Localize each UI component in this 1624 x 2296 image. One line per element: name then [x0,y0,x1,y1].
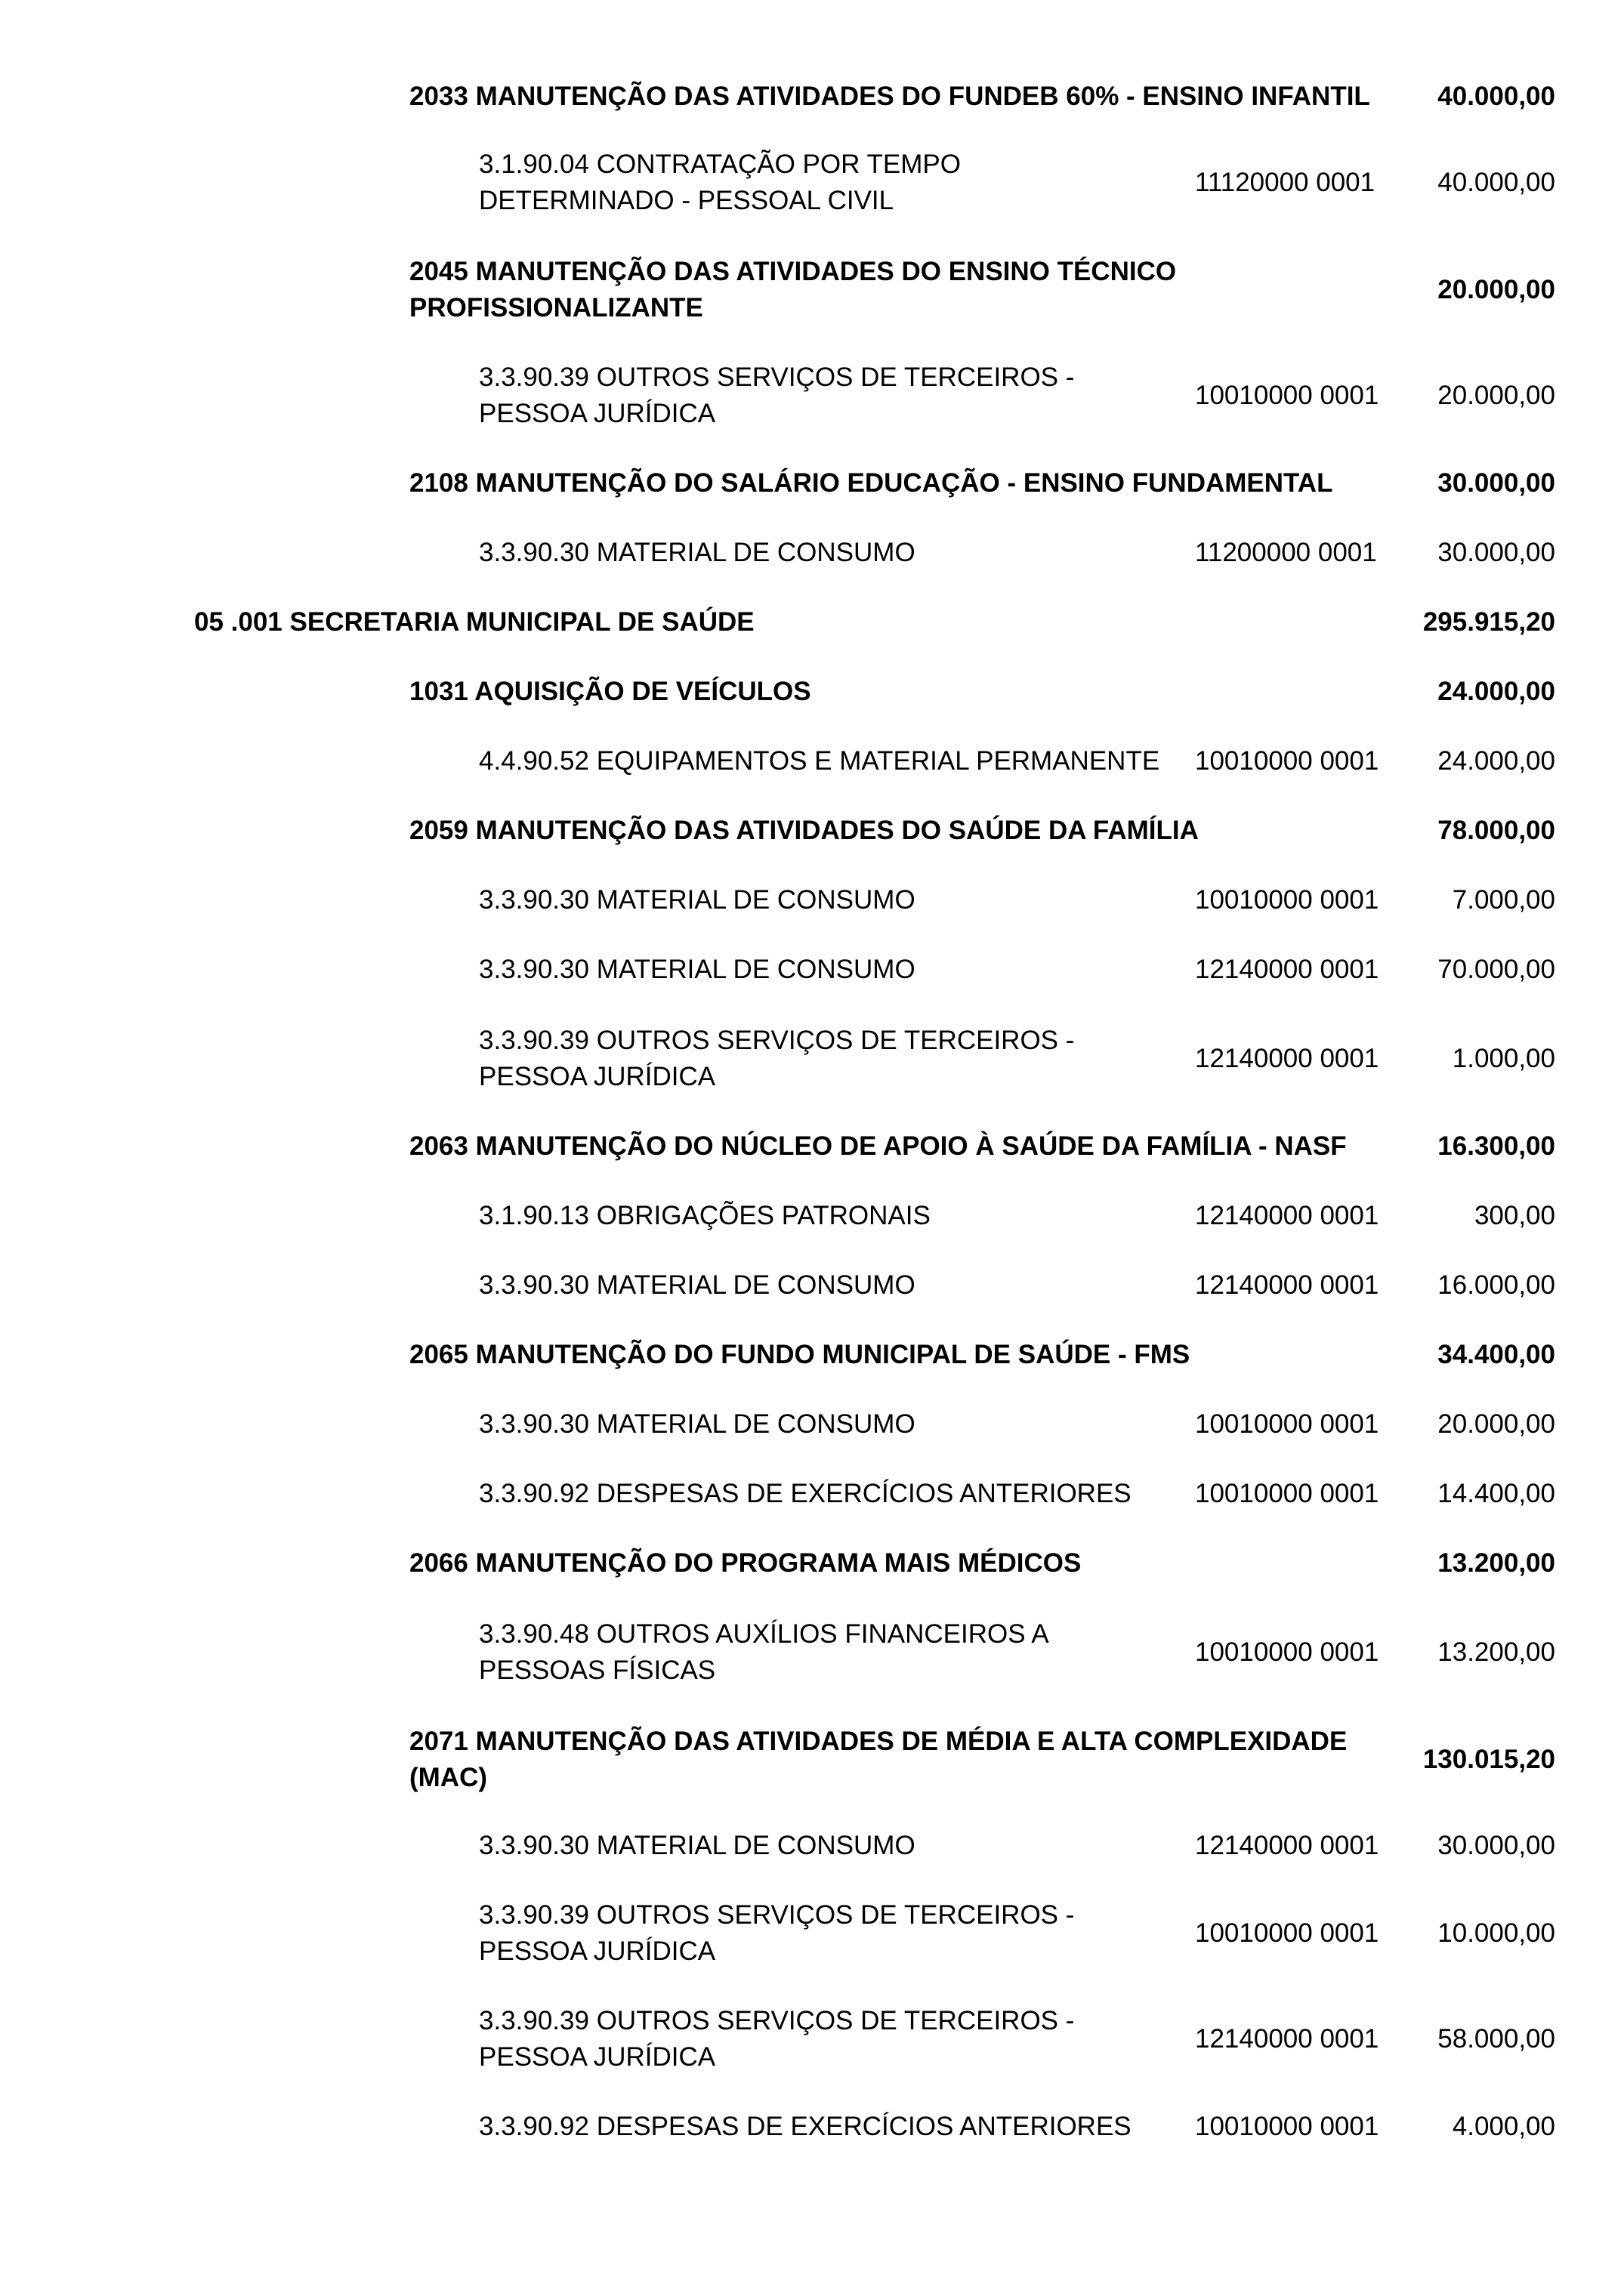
item-source: 12140000 0001 [1195,955,1379,984]
item-value: 58.000,00 [1437,2024,1555,2054]
action-label: 2033 MANUTENÇÃO DAS ATIVIDADES DO FUNDEB 60% - ENSINO INFANTIL [409,82,1370,111]
item-value: 1.000,00 [1452,1044,1555,1073]
action-label: 2059 MANUTENÇÃO DAS ATIVIDADES DO SAÚDE DA FAMÍLIA [409,816,1199,845]
action-label: 1031 AQUISIÇÃO DE VEÍCULOS [409,677,811,706]
item-value: 7.000,00 [1452,885,1555,915]
item-value: 14.400,00 [1437,1479,1555,1508]
item-label: 4.4.90.52 EQUIPAMENTOS E MATERIAL PERMANENTE [479,746,1160,776]
unit-value: 295.915,20 [1422,607,1555,637]
item-label: 3.3.90.39 OUTROS SERVIÇOS DE TERCEIROS - PESSOA JURÍDICA [479,2006,1075,2072]
item-label: 3.3.90.30 MATERIAL DE CONSUMO [479,1409,915,1439]
item-source: 11120000 0001 [1195,168,1375,197]
action-value: 20.000,00 [1437,275,1555,304]
item-source: 10010000 0001 [1195,1637,1379,1667]
action-label: 2063 MANUTENÇÃO DO NÚCLEO DE APOIO À SAÚDE DA FAMÍLIA - NASF [409,1131,1347,1161]
item-value: 20.000,00 [1437,381,1555,410]
item-label: 3.3.90.39 OUTROS SERVIÇOS DE TERCEIROS - PESSOA JURÍDICA [479,1900,1075,1966]
action-value: 13.200,00 [1437,1548,1555,1578]
item-source: 12140000 0001 [1195,1270,1379,1300]
item-value: 40.000,00 [1437,168,1555,197]
item-source: 10010000 0001 [1195,746,1379,776]
item-source: 12140000 0001 [1195,1831,1379,1860]
item-value: 16.000,00 [1437,1270,1555,1300]
item-source: 10010000 0001 [1195,1409,1379,1439]
item-source: 12140000 0001 [1195,1201,1379,1230]
action-label: 2045 MANUTENÇÃO DAS ATIVIDADES DO ENSINO TÉCNICO PROFISSIONALIZANTE [409,257,1177,322]
action-label: 2071 MANUTENÇÃO DAS ATIVIDADES DE MÉDIA E ALTA COMPLEXIDADE (MAC) [409,1727,1348,1792]
item-label: 3.3.90.92 DESPESAS DE EXERCÍCIOS ANTERIORES [479,2112,1132,2141]
item-label: 3.3.90.30 MATERIAL DE CONSUMO [479,1270,915,1300]
item-value: 20.000,00 [1437,1409,1555,1439]
item-label: 3.3.90.92 DESPESAS DE EXERCÍCIOS ANTERIORES [479,1479,1132,1508]
item-value: 300,00 [1474,1201,1555,1230]
item-source: 11200000 0001 [1195,538,1377,567]
item-value: 30.000,00 [1437,1831,1555,1860]
item-source: 10010000 0001 [1195,1918,1379,1948]
item-label: 3.3.90.39 OUTROS SERVIÇOS DE TERCEIROS - PESSOA JURÍDICA [479,363,1075,428]
unit-label: 05 .001 SECRETARIA MUNICIPAL DE SAÚDE [194,607,755,637]
action-value: 30.000,00 [1437,468,1555,498]
item-label: 3.3.90.30 MATERIAL DE CONSUMO [479,538,915,567]
item-source: 10010000 0001 [1195,381,1379,410]
item-label: 3.3.90.48 OUTROS AUXÍLIOS FINANCEIROS A PESSOAS FÍSICAS [479,1619,1048,1685]
item-source: 10010000 0001 [1195,885,1379,915]
action-label: 2065 MANUTENÇÃO DO FUNDO MUNICIPAL DE SAÚDE - FMS [409,1340,1190,1369]
action-value: 40.000,00 [1437,82,1555,111]
action-value: 24.000,00 [1437,677,1555,706]
action-value: 78.000,00 [1437,816,1555,845]
item-value: 70.000,00 [1437,955,1555,984]
item-source: 12140000 0001 [1195,2024,1379,2054]
item-source: 12140000 0001 [1195,1044,1379,1073]
action-value: 34.400,00 [1437,1340,1555,1369]
item-value: 13.200,00 [1437,1637,1555,1667]
item-source: 10010000 0001 [1195,2112,1379,2141]
action-value: 16.300,00 [1437,1131,1555,1161]
item-label: 3.3.90.39 OUTROS SERVIÇOS DE TERCEIROS - PESSOA JURÍDICA [479,1026,1075,1091]
action-value: 130.015,20 [1422,1745,1555,1774]
item-value: 10.000,00 [1437,1918,1555,1948]
item-label: 3.3.90.30 MATERIAL DE CONSUMO [479,1831,915,1860]
item-source: 10010000 0001 [1195,1479,1379,1508]
item-label: 3.3.90.30 MATERIAL DE CONSUMO [479,885,915,915]
item-value: 30.000,00 [1437,538,1555,567]
item-value: 4.000,00 [1452,2112,1555,2141]
item-label: 3.1.90.04 CONTRATAÇÃO POR TEMPO DETERMINADO - PESSOAL CIVIL [479,150,961,215]
action-label: 2108 MANUTENÇÃO DO SALÁRIO EDUCAÇÃO - ENSINO FUNDAMENTAL [409,468,1333,498]
item-label: 3.3.90.30 MATERIAL DE CONSUMO [479,955,915,984]
item-label: 3.1.90.13 OBRIGAÇÕES PATRONAIS [479,1201,931,1230]
item-value: 24.000,00 [1437,746,1555,776]
action-label: 2066 MANUTENÇÃO DO PROGRAMA MAIS MÉDICOS [409,1548,1082,1578]
